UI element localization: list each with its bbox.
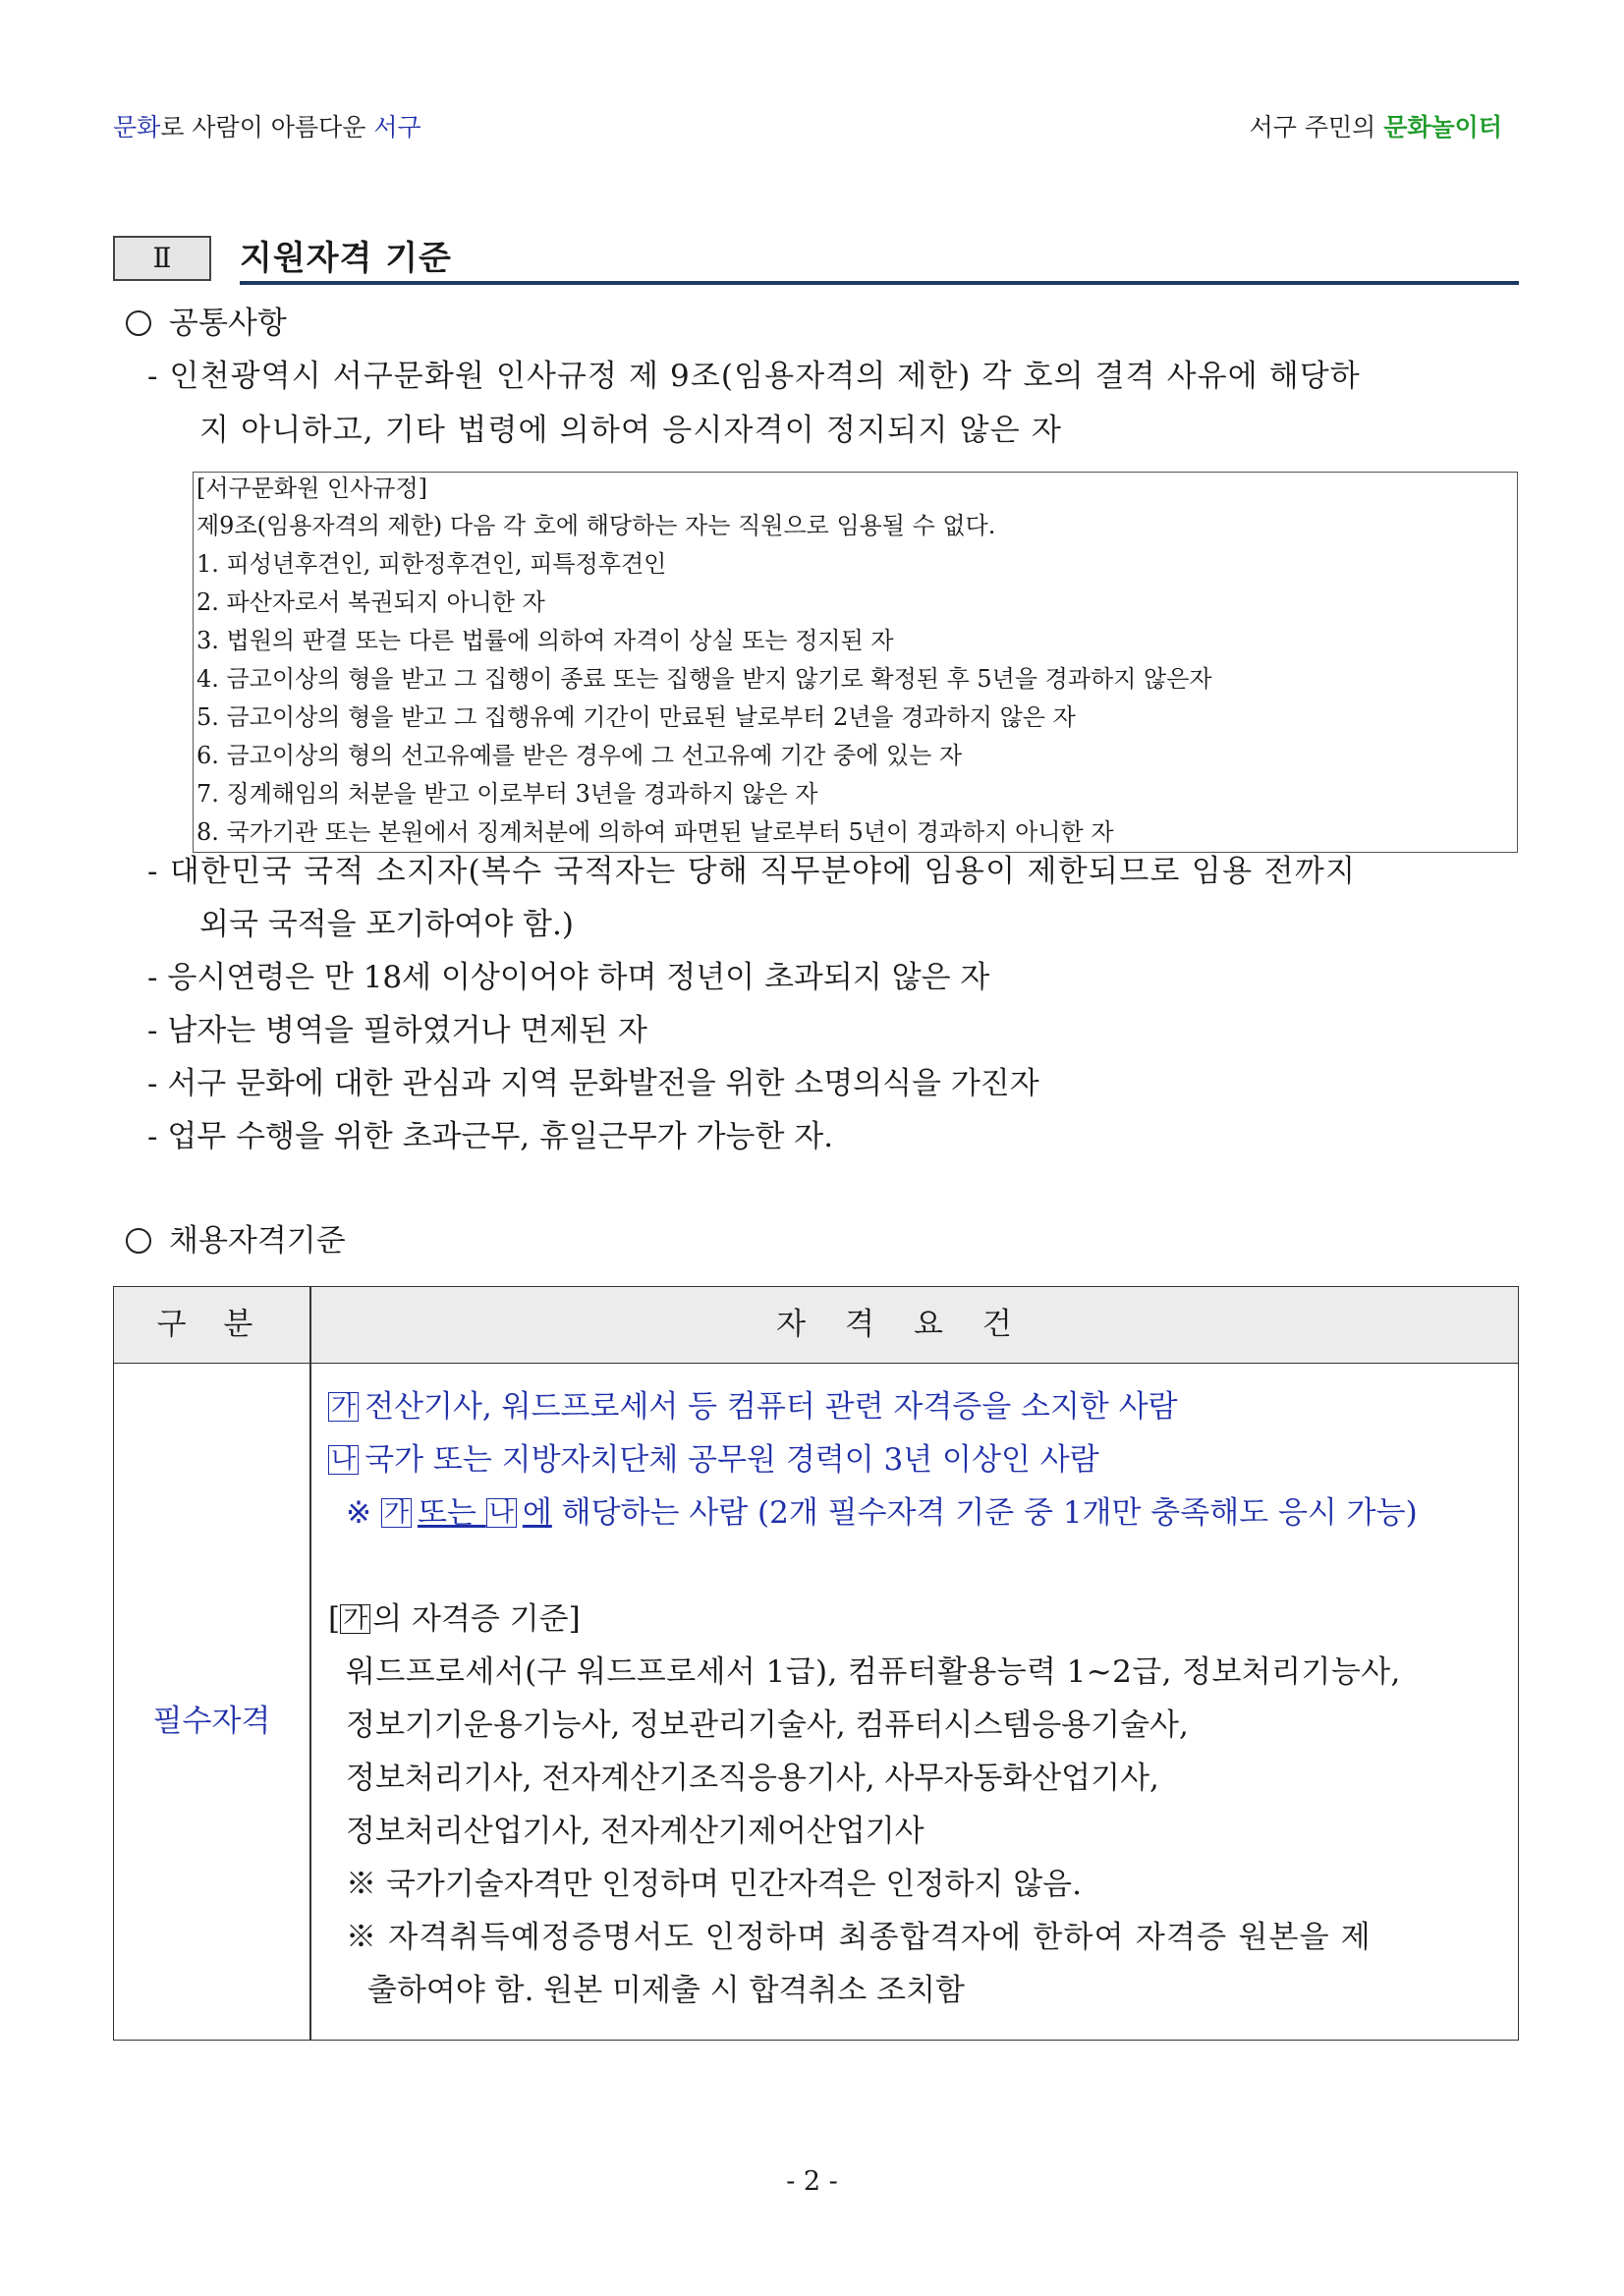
mark-ga-icon: 가 (340, 1604, 370, 1634)
header-slogan-culture: 문화 (113, 113, 161, 141)
cert-subtitle (328, 1599, 581, 1639)
header-tagline (1250, 112, 1502, 143)
section-number-box: Ⅱ (113, 236, 211, 281)
common-heading-text: 공통사항 (169, 306, 287, 341)
circle-bullet-icon (126, 310, 151, 336)
criteria-table (113, 1286, 1519, 2041)
cert-line: 정보처리산업기사, 전자계산기제어산업기사 (346, 1814, 924, 1849)
note-mid-1: 또는 (417, 1495, 486, 1531)
regulation-item: 8. 국가기관 또는 본원에서 징계처분에 의하여 파면된 날로부터 5년이 경과하지 아니한 자 (196, 818, 1114, 846)
cert-line: 정보처리기사, 전자계산기조직응용기사, 사무자동화산업기사, (346, 1761, 1159, 1796)
circle-bullet-icon (126, 1228, 151, 1254)
note-mark: ※ (346, 1495, 381, 1531)
common-item-4: - 남자는 병역을 필하였거나 면제된 자 (147, 1013, 647, 1048)
requirement-a-text: 전산기사, 워드프로세서 등 컴퓨터 관련 자격증을 소지한 사람 (364, 1389, 1178, 1425)
header-slogan (113, 112, 421, 143)
mark-na-icon: 나 (486, 1498, 517, 1528)
criteria-heading (126, 1221, 346, 1260)
regulation-title: [서구문화원 인사규정] (196, 475, 428, 502)
cert-line: 워드프로세서(구 워드프로세서 1급), 컴퓨터활용능력 1~2급, 정보처리기능사, (346, 1654, 1401, 1690)
cert-subtitle-text: 의 자격증 기준] (372, 1601, 581, 1637)
page-number: - 2 - (786, 2166, 838, 2197)
criteria-heading-text: 채용자격기준 (169, 1223, 346, 1259)
table-column-divider (309, 1287, 311, 2040)
mark-na-icon: 나 (328, 1445, 359, 1475)
regulation-item: 2. 파산자로서 복권되지 아니한 자 (196, 588, 545, 616)
common-heading (126, 304, 287, 343)
header-slogan-middle: 로 사람이 아름다운 (160, 113, 374, 141)
requirement-b (328, 1440, 1099, 1480)
regulation-article: 제9조(임용자격의 제한) 다음 각 호에 해당하는 자는 직원으로 임용될 수 없다. (196, 512, 996, 539)
regulation-item: 3. 법원의 판결 또는 다른 법률에 의하여 자격이 상실 또는 정지된 자 (196, 627, 894, 654)
note-mid-2: 에 (522, 1495, 552, 1531)
regulation-item: 1. 피성년후견인, 피한정후견인, 피특정후견인 (196, 550, 667, 578)
regulation-item: 7. 징계해임의 처분을 받고 이로부터 3년을 경과하지 않은 자 (196, 780, 818, 808)
note-rest: 해당하는 사람 (2개 필수자격 기준 중 1개만 충족해도 응시 가능) (551, 1495, 1418, 1531)
common-item-5: - 서구 문화에 대한 관심과 지역 문화발전을 위한 소명의식을 가진자 (147, 1066, 1039, 1101)
requirement-a (328, 1387, 1178, 1427)
table-header-category: 구 분 (156, 1307, 267, 1342)
table-header-requirements: 자격요건 (776, 1307, 1051, 1342)
common-item-2-line-1: - 대한민국 국적 소지자(복수 국적자는 당해 직무분야에 임용이 제한되므로 임용 전까지 (147, 854, 1357, 889)
cert-line: 정보기기운용기능사, 정보관리기술사, 컴퓨터시스템응용기술사, (346, 1708, 1189, 1743)
regulation-item: 6. 금고이상의 형의 선고유예를 받은 경우에 그 선고유예 기간 중에 있는 자 (196, 742, 963, 769)
section-title: 지원자격 기준 (240, 239, 452, 278)
header-tagline-highlight: 문화놀이터 (1383, 113, 1502, 141)
cert-note-expected-line-2: 출하여야 함. 원본 미제출 시 합격취소 조치함 (367, 1973, 966, 2008)
header-tagline-prefix: 서구 주민의 (1249, 113, 1384, 141)
requirement-note (346, 1493, 1418, 1533)
cert-subtitle-open: [ (328, 1601, 341, 1637)
note-underlined (381, 1495, 552, 1531)
header-slogan-seogu: 서구 (373, 113, 421, 141)
requirement-b-text: 국가 또는 지방자치단체 공무원 경력이 3년 이상인 사람 (364, 1442, 1099, 1478)
mark-ga-icon: 가 (328, 1392, 359, 1422)
common-item-2-line-2: 외국 국적을 포기하여야 함.) (199, 907, 574, 942)
table-header-row (114, 1287, 1518, 1364)
row-label-required: 필수자격 (152, 1704, 271, 1739)
common-item-1-line-2: 지 아니하고, 기타 법령에 의하여 응시자격이 정지되지 않은 자 (199, 413, 1063, 448)
common-item-1-line-1: - 인천광역시 서구문화원 인사규정 제 9조(임용자격의 제한) 각 호의 결격 사유에 해당하 (147, 359, 1361, 394)
common-item-3: - 응시연령은 만 18세 이상이어야 하며 정년이 초과되지 않은 자 (147, 960, 990, 995)
mark-ga-icon: 가 (381, 1498, 412, 1528)
regulation-item: 4. 금고이상의 형을 받고 그 집행이 종료 또는 집행을 받지 않기로 확정된 후 5년을 경과하지 않은자 (196, 665, 1212, 693)
cert-note-expected-line-1: ※ 자격취득예정증명서도 인정하며 최종합격자에 한하여 자격증 원본을 제 (346, 1920, 1372, 1955)
regulation-item: 5. 금고이상의 형을 받고 그 집행유예 기간이 만료된 날로부터 2년을 경과하지 않은 자 (196, 703, 1076, 731)
common-item-6: - 업무 수행을 위한 초과근무, 휴일근무가 가능한 자. (147, 1119, 834, 1154)
section-title-rule (240, 281, 1519, 285)
cert-note-national: ※ 국가기술자격만 인정하며 민간자격은 인정하지 않음. (346, 1867, 1082, 1902)
